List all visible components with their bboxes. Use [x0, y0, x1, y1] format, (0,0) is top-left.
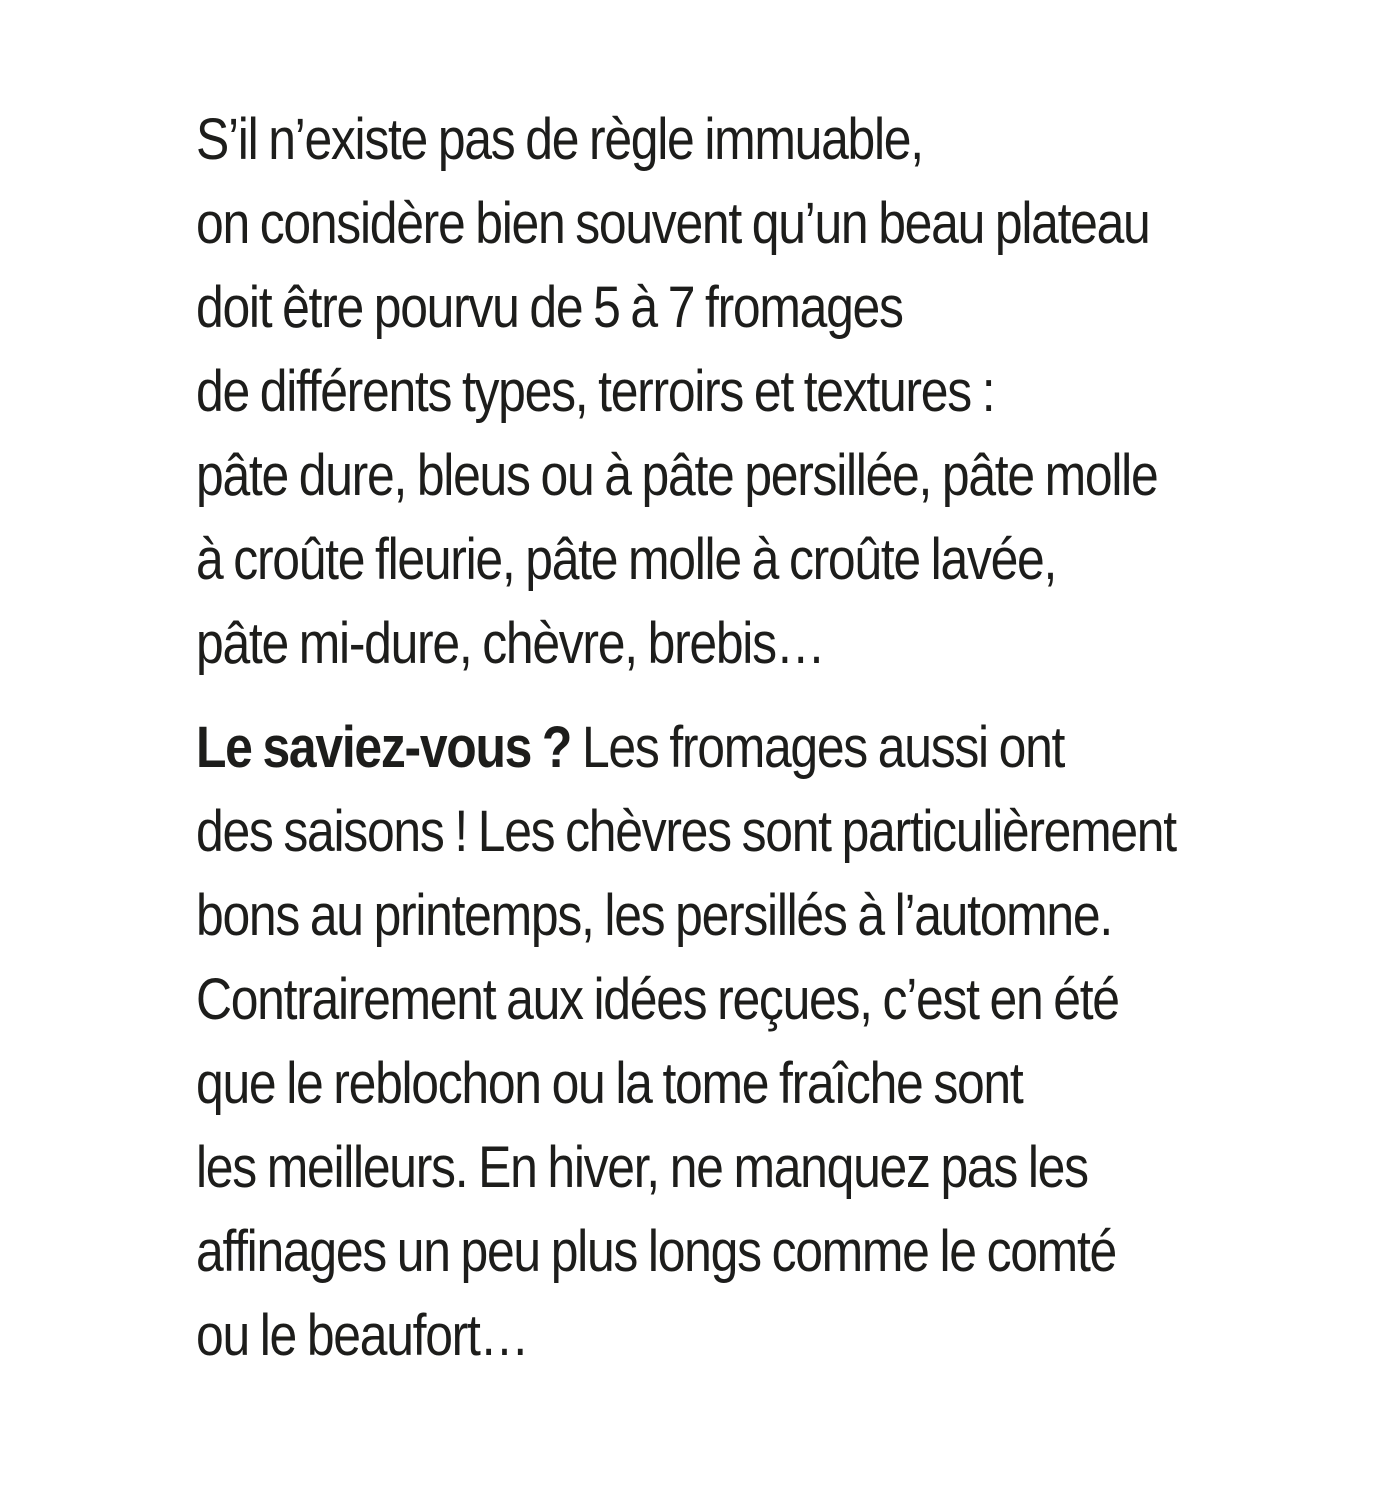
text-block [196, 98, 1211, 1378]
text-line: de différents types, terroirs et textures : [196, 359, 995, 424]
text-line: bons au printemps, les persillés à l’automne. [196, 883, 1112, 948]
paragraph-did-you-know [196, 706, 1211, 1378]
text-line: on considère bien souvent qu’un beau plateau [196, 191, 1150, 256]
text-line: des saisons ! Les chèvres sont particulièrement [196, 799, 1176, 864]
text-line: Contrairement aux idées reçues, c’est en été [196, 967, 1119, 1032]
text-line: pâte mi-dure, chèvre, brebis… [196, 611, 825, 676]
text-line: à croûte fleurie, pâte molle à croûte lavée, [196, 527, 1057, 592]
text-line: S’il n’existe pas de règle immuable, [196, 107, 923, 172]
text-fragment: Les fromages aussi ont [571, 715, 1065, 780]
did-you-know-lead: Le saviez-vous ? [196, 715, 572, 780]
paragraph-cheese-platter [196, 98, 1211, 686]
text-line: affinages un peu plus longs comme le comté [196, 1219, 1116, 1284]
text-line: pâte dure, bleus ou à pâte persillée, pâte molle [196, 443, 1158, 508]
text-line [196, 706, 1211, 790]
text-line: doit être pourvu de 5 à 7 fromages [196, 275, 903, 340]
text-line: que le reblochon ou la tome fraîche sont [196, 1051, 1023, 1116]
text-line: les meilleurs. En hiver, ne manquez pas les [196, 1135, 1088, 1200]
text-line: ou le beaufort… [196, 1303, 529, 1368]
